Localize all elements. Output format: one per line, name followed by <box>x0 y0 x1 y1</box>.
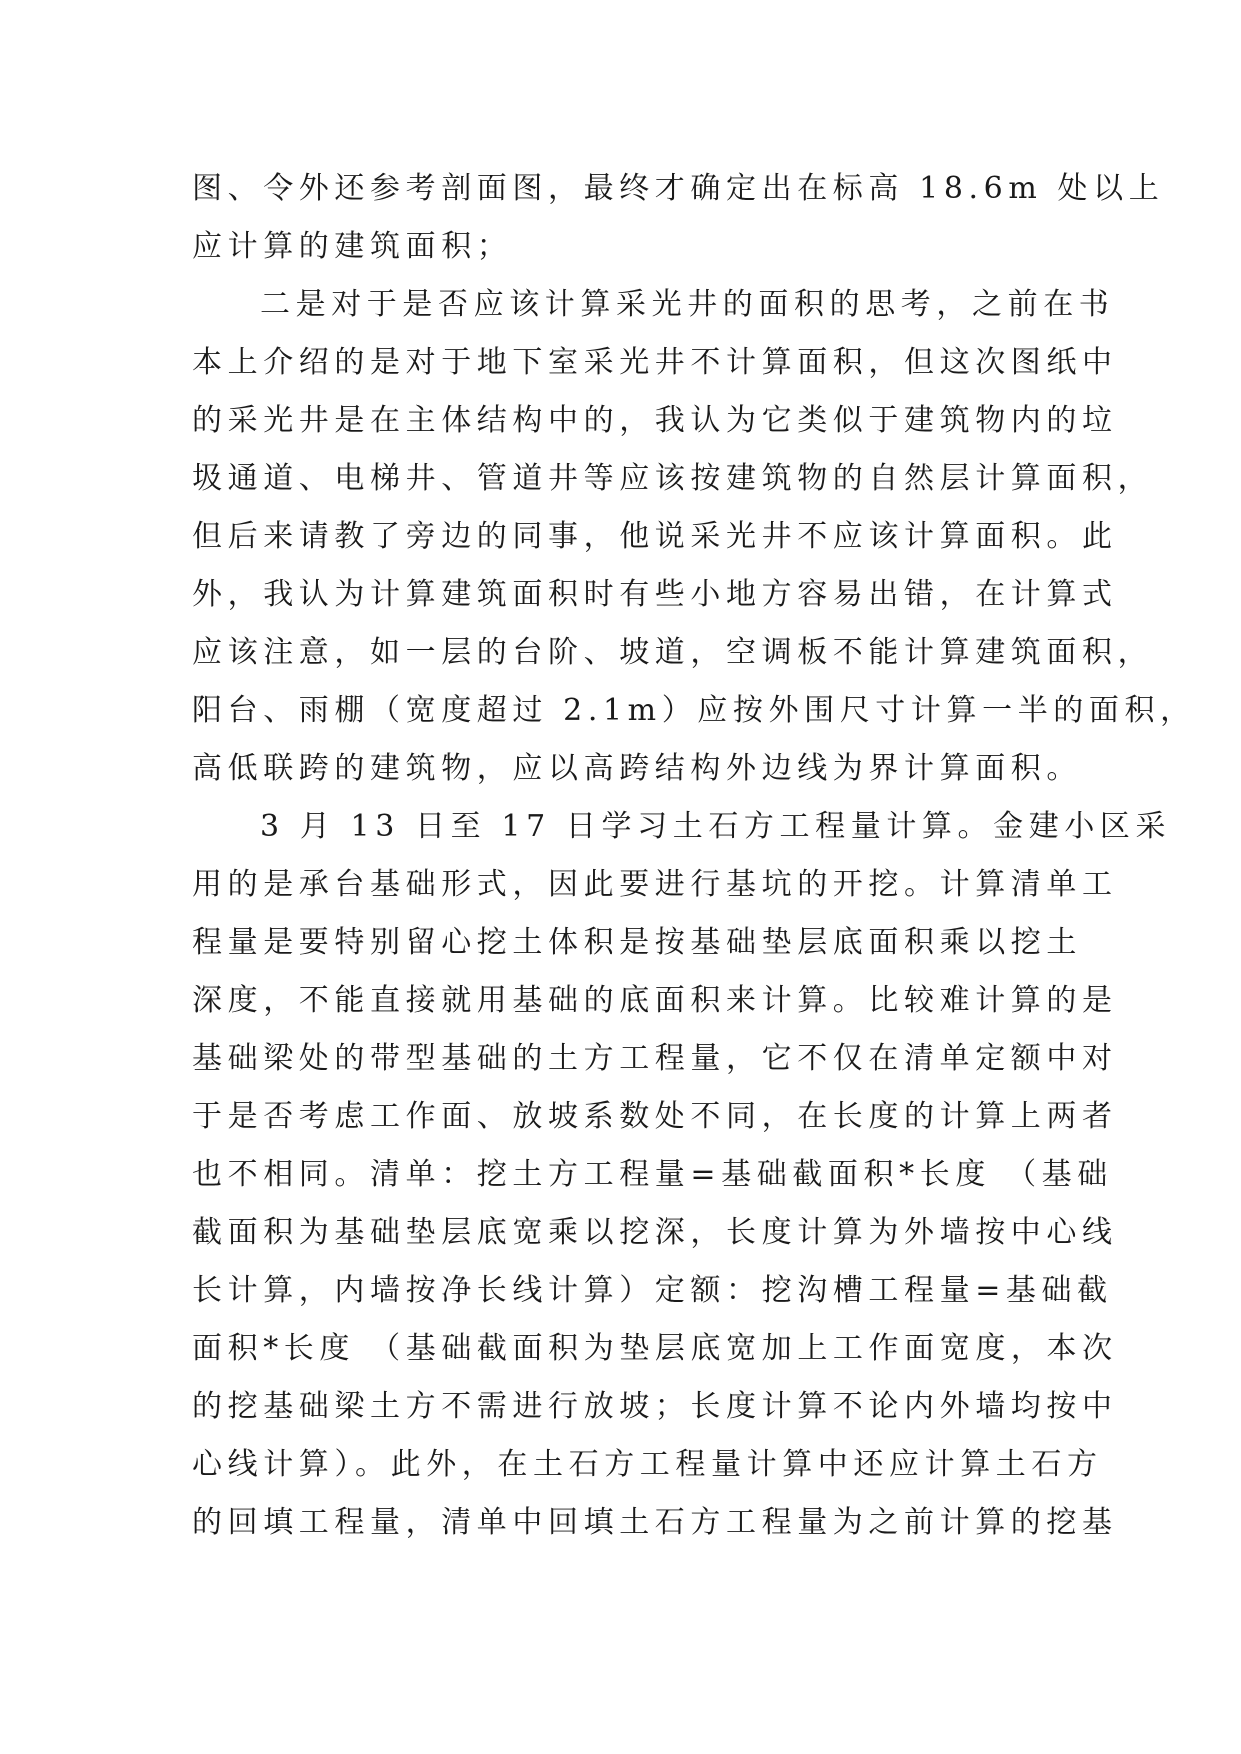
text-line: 应计算的建筑面积； <box>192 229 513 264</box>
text-line: 用的是承台基础形式，因此要进行基坑的开挖。计算清单工 <box>192 867 1118 902</box>
text-line: 心线计算）。此外，在土石方工程量计算中还应计算土石方 <box>192 1447 1103 1482</box>
text-line: 面积*长度 （基础截面积为垫层底宽加上工作面宽度，本次 <box>192 1331 1118 1366</box>
text-line: 外，我认为计算建筑面积时有些小地方容易出错，在计算式 <box>192 577 1118 612</box>
text-line: 图、令外还参考剖面图，最终才确定出在标高 18.6m 处以上 <box>192 171 1165 206</box>
text-line: 应该注意，如一层的台阶、坡道，空调板不能计算建筑面积， <box>192 635 1154 670</box>
body-text <box>192 160 1196 1552</box>
text-line: 程量是要特别留心挖土体积是按基础垫层底面积乘以挖土 <box>192 925 1082 960</box>
text-line: 截面积为基础垫层底宽乘以挖深，长度计算为外墙按中心线 <box>192 1215 1118 1250</box>
text-line: 高低联跨的建筑物，应以高跨结构外边线为界计算面积。 <box>192 751 1082 786</box>
text-line: 长计算，内墙按净长线计算）定额：挖沟槽工程量=基础截 <box>192 1273 1113 1308</box>
paragraph-start-line: 3 月 13 日至 17 日学习土石方工程量计算。金建小区采 <box>260 809 1172 844</box>
text-line: 的挖基础梁土方不需进行放坡；长度计算不论内外墙均按中 <box>192 1389 1118 1424</box>
text-line: 的采光井是在主体结构中的，我认为它类似于建筑物内的垃 <box>192 403 1118 438</box>
paragraph-start-line: 二是对于是否应该计算采光井的面积的思考，之前在书 <box>260 287 1115 322</box>
text-line: 也不相同。清单：挖土方工程量=基础截面积*长度 （基础 <box>192 1157 1113 1192</box>
text-line: 于是否考虑工作面、放坡系数处不同，在长度的计算上两者 <box>192 1099 1118 1134</box>
text-line: 但后来请教了旁边的同事，他说采光井不应该计算面积。此 <box>192 519 1118 554</box>
text-line: 阳台、雨棚（宽度超过 2.1m）应按外围尺寸计算一半的面积， <box>192 693 1196 728</box>
text-line: 的回填工程量，清单中回填土石方工程量为之前计算的挖基 <box>192 1505 1118 1540</box>
text-line: 本上介绍的是对于地下室采光井不计算面积，但这次图纸中 <box>192 345 1118 380</box>
text-line: 圾通道、电梯井、管道井等应该按建筑物的自然层计算面积， <box>192 461 1154 496</box>
text-line: 深度，不能直接就用基础的底面积来计算。比较难计算的是 <box>192 983 1118 1018</box>
text-line: 基础梁处的带型基础的土方工程量，它不仅在清单定额中对 <box>192 1041 1118 1076</box>
